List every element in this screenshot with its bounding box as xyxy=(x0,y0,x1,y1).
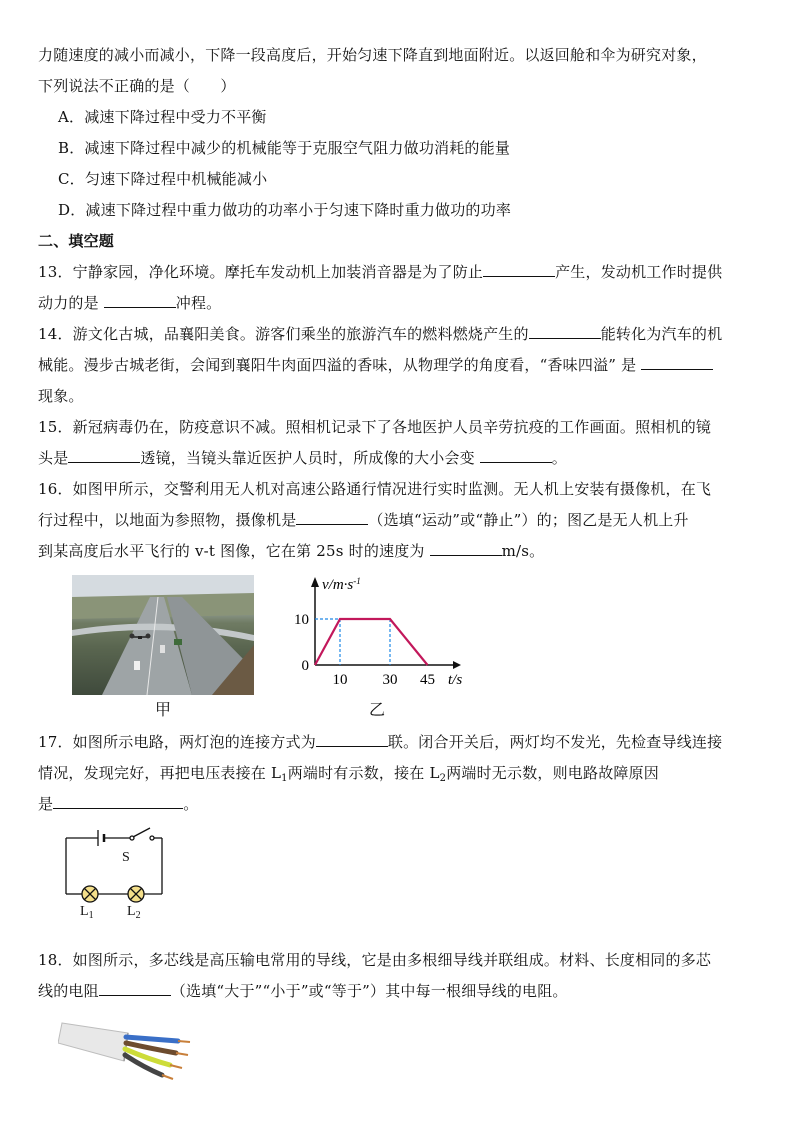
car-2 xyxy=(160,645,165,653)
circuit-diagram xyxy=(58,822,198,942)
q14-line1 xyxy=(38,319,754,350)
switch-blade[interactable] xyxy=(133,828,150,837)
q12-stem-line1: 力随速度的减小而减小，下降一段高度后，开始匀速下降直到地面附近。以返回舱和伞为研究对象， xyxy=(38,46,707,64)
q18-text-b: （选填“大于”“小于”或“等于”）其中每一根细导线的电阻。 xyxy=(170,982,568,1000)
q14-text-a: 14．游文化古城，品襄阳美食。游客们乘坐的旅游汽车的燃料燃烧产生的 xyxy=(38,325,529,343)
q12-option-a[interactable]: A．减速下降过程中受力不平衡 xyxy=(58,108,267,126)
q13-line2 xyxy=(38,288,754,319)
lamp-2-label xyxy=(127,904,141,921)
q17-sub-1: 1 xyxy=(281,773,288,784)
vt-graph xyxy=(288,567,478,697)
q17-sub-2: 2 xyxy=(439,773,447,784)
x-tick-10: 10 xyxy=(332,672,348,688)
x-axis-label: t/s xyxy=(448,672,463,688)
q16-text-b: （选填“运动”或“静止”）的；图乙是无人机上升 xyxy=(368,511,689,529)
q17-text-a: 17．如图所示电路，两灯泡的连接方式为 xyxy=(38,733,316,751)
section-title: 二、填空题 xyxy=(38,232,115,250)
worksheet-page xyxy=(38,40,754,1087)
q13-text-b: 产生，发动机工作时提供 xyxy=(555,263,723,281)
q12-option-d[interactable]: D．减速下降过程中重力做功的功率小于匀速下降时重力做功的功率 xyxy=(58,201,512,219)
switch-contact xyxy=(150,836,154,840)
q17-text-b: 联。闭合开关后，两灯均不发光，先检查导线连接 xyxy=(387,733,723,751)
q14-blank-1[interactable] xyxy=(529,322,601,339)
q17-line2 xyxy=(38,758,754,789)
q13-text-a: 13．宁静家园，净化环境。摩托车发动机上加装消音器是为了防止 xyxy=(38,263,484,281)
q14-text-b: 能转化为汽车的机 xyxy=(600,325,723,343)
lamp-1-label xyxy=(80,904,94,921)
q17-figure xyxy=(38,820,754,945)
y-tick-0: 0 xyxy=(301,658,309,674)
fig-right-caption: 乙 xyxy=(369,700,386,719)
q12-stem-line2: 下列说法不正确的是（ ） xyxy=(38,77,236,95)
q13-line1 xyxy=(38,257,754,288)
q17-blank-2[interactable] xyxy=(53,792,183,809)
x-axis-arrow xyxy=(453,661,461,669)
q16-figures xyxy=(38,567,754,727)
lamp-2-sub: 2 xyxy=(135,910,141,921)
copper-tips xyxy=(162,1041,190,1079)
lamp-2-icon xyxy=(128,886,144,902)
q16-text-a: 行过程中，以地面为参照物，摄像机是 xyxy=(38,511,297,529)
y-tick-10: 10 xyxy=(294,612,309,628)
q12-option-c[interactable]: C．匀速下降过程中机械能减小 xyxy=(58,170,268,188)
q16-line1: 16．如图甲所示，交警利用无人机对高速公路通行情况进行实时监测。无人机上安装有摄像机，在飞 xyxy=(38,480,712,498)
q18-line1: 18．如图所示，多芯线是高压输电常用的导线，它是由多根细导线并联组成。材料、长度相同的多芯 xyxy=(38,951,712,969)
q18-line2 xyxy=(38,976,754,1007)
lamp-1-icon xyxy=(82,886,98,902)
q16-line3 xyxy=(38,536,754,567)
q14-line3: 现象。 xyxy=(38,387,84,405)
q15-text-c: 。 xyxy=(551,449,567,467)
q13-blank-1[interactable] xyxy=(483,260,555,277)
y-axis-label: $v/m\cdot s^{-1}$ xyxy=(322,576,361,593)
q18-blank-1[interactable] xyxy=(99,979,171,996)
q16-blank-1[interactable] xyxy=(296,508,368,525)
q15-line1: 15．新冠病毒仍在，防疫意识不减。照相机记录下了各地医护人员辛劳抗疫的工作画面。照相机的镜 xyxy=(38,418,712,436)
sign xyxy=(174,639,182,645)
multicore-cable-icon xyxy=(58,1013,198,1083)
highway-drone-photo xyxy=(72,575,254,695)
x-tick-45: 45 xyxy=(420,672,435,688)
q13-text-c: 动力的是 xyxy=(38,294,104,312)
q15-line2 xyxy=(38,443,754,474)
q18-figure xyxy=(38,1007,754,1087)
switch-label: S xyxy=(122,850,130,865)
q17-line3 xyxy=(38,789,754,820)
y-axis-label-sup: -1 xyxy=(353,576,361,586)
car-1 xyxy=(134,661,140,670)
x-tick-30: 30 xyxy=(382,672,398,688)
q18-text-a: 线的电阻 xyxy=(38,982,99,1000)
lamp-1-sub: 1 xyxy=(88,910,94,921)
q17-blank-1[interactable] xyxy=(316,730,388,747)
q17-text-c: 情况，发现完好，再把电压表接在 L xyxy=(38,764,282,782)
wire-blue xyxy=(126,1037,178,1041)
q14-line2 xyxy=(38,350,754,381)
q15-text-b: 透镜，当镜头靠近医护人员时，所成像的大小会变 xyxy=(140,449,480,467)
q15-blank-2[interactable] xyxy=(480,446,552,463)
q17-text-f: 是 xyxy=(38,795,54,813)
q14-blank-2[interactable] xyxy=(641,353,713,370)
lamp-1-letter: L xyxy=(80,904,89,919)
lamp-2-letter: L xyxy=(127,904,136,919)
q14-text-c: 械能。漫步古城老街，会闻到襄阳牛肉面四溢的香味，从物理学的角度看，“香味四溢” 是 xyxy=(38,356,642,374)
q16-text-c: 到某高度后水平飞行的 v-t 图像，它在第 25s 时的速度为 xyxy=(38,542,430,560)
vt-series-line xyxy=(315,619,428,665)
cable-sheath xyxy=(58,1023,128,1061)
q17-line1 xyxy=(38,727,754,758)
q16-blank-2[interactable] xyxy=(430,539,502,556)
y-axis-arrow xyxy=(311,577,319,587)
q17-text-d: 两端时有示数，接在 L xyxy=(287,764,440,782)
q16-text-d: m/s。 xyxy=(501,542,545,560)
q17-text-g: 。 xyxy=(183,795,199,813)
q13-text-d: 冲程。 xyxy=(175,294,222,312)
q12-option-b[interactable]: B．减速下降过程中减少的机械能等于克服空气阻力做功消耗的能量 xyxy=(58,139,511,157)
q15-text-a: 头是 xyxy=(38,449,69,467)
q16-line2 xyxy=(38,505,754,536)
highway-drone-illustration xyxy=(72,575,254,695)
q17-text-e: 两端时无示数，则电路故障原因 xyxy=(446,764,660,782)
fig-left-caption: 甲 xyxy=(155,700,172,719)
q13-blank-2[interactable] xyxy=(104,291,176,308)
q15-blank-1[interactable] xyxy=(68,446,140,463)
